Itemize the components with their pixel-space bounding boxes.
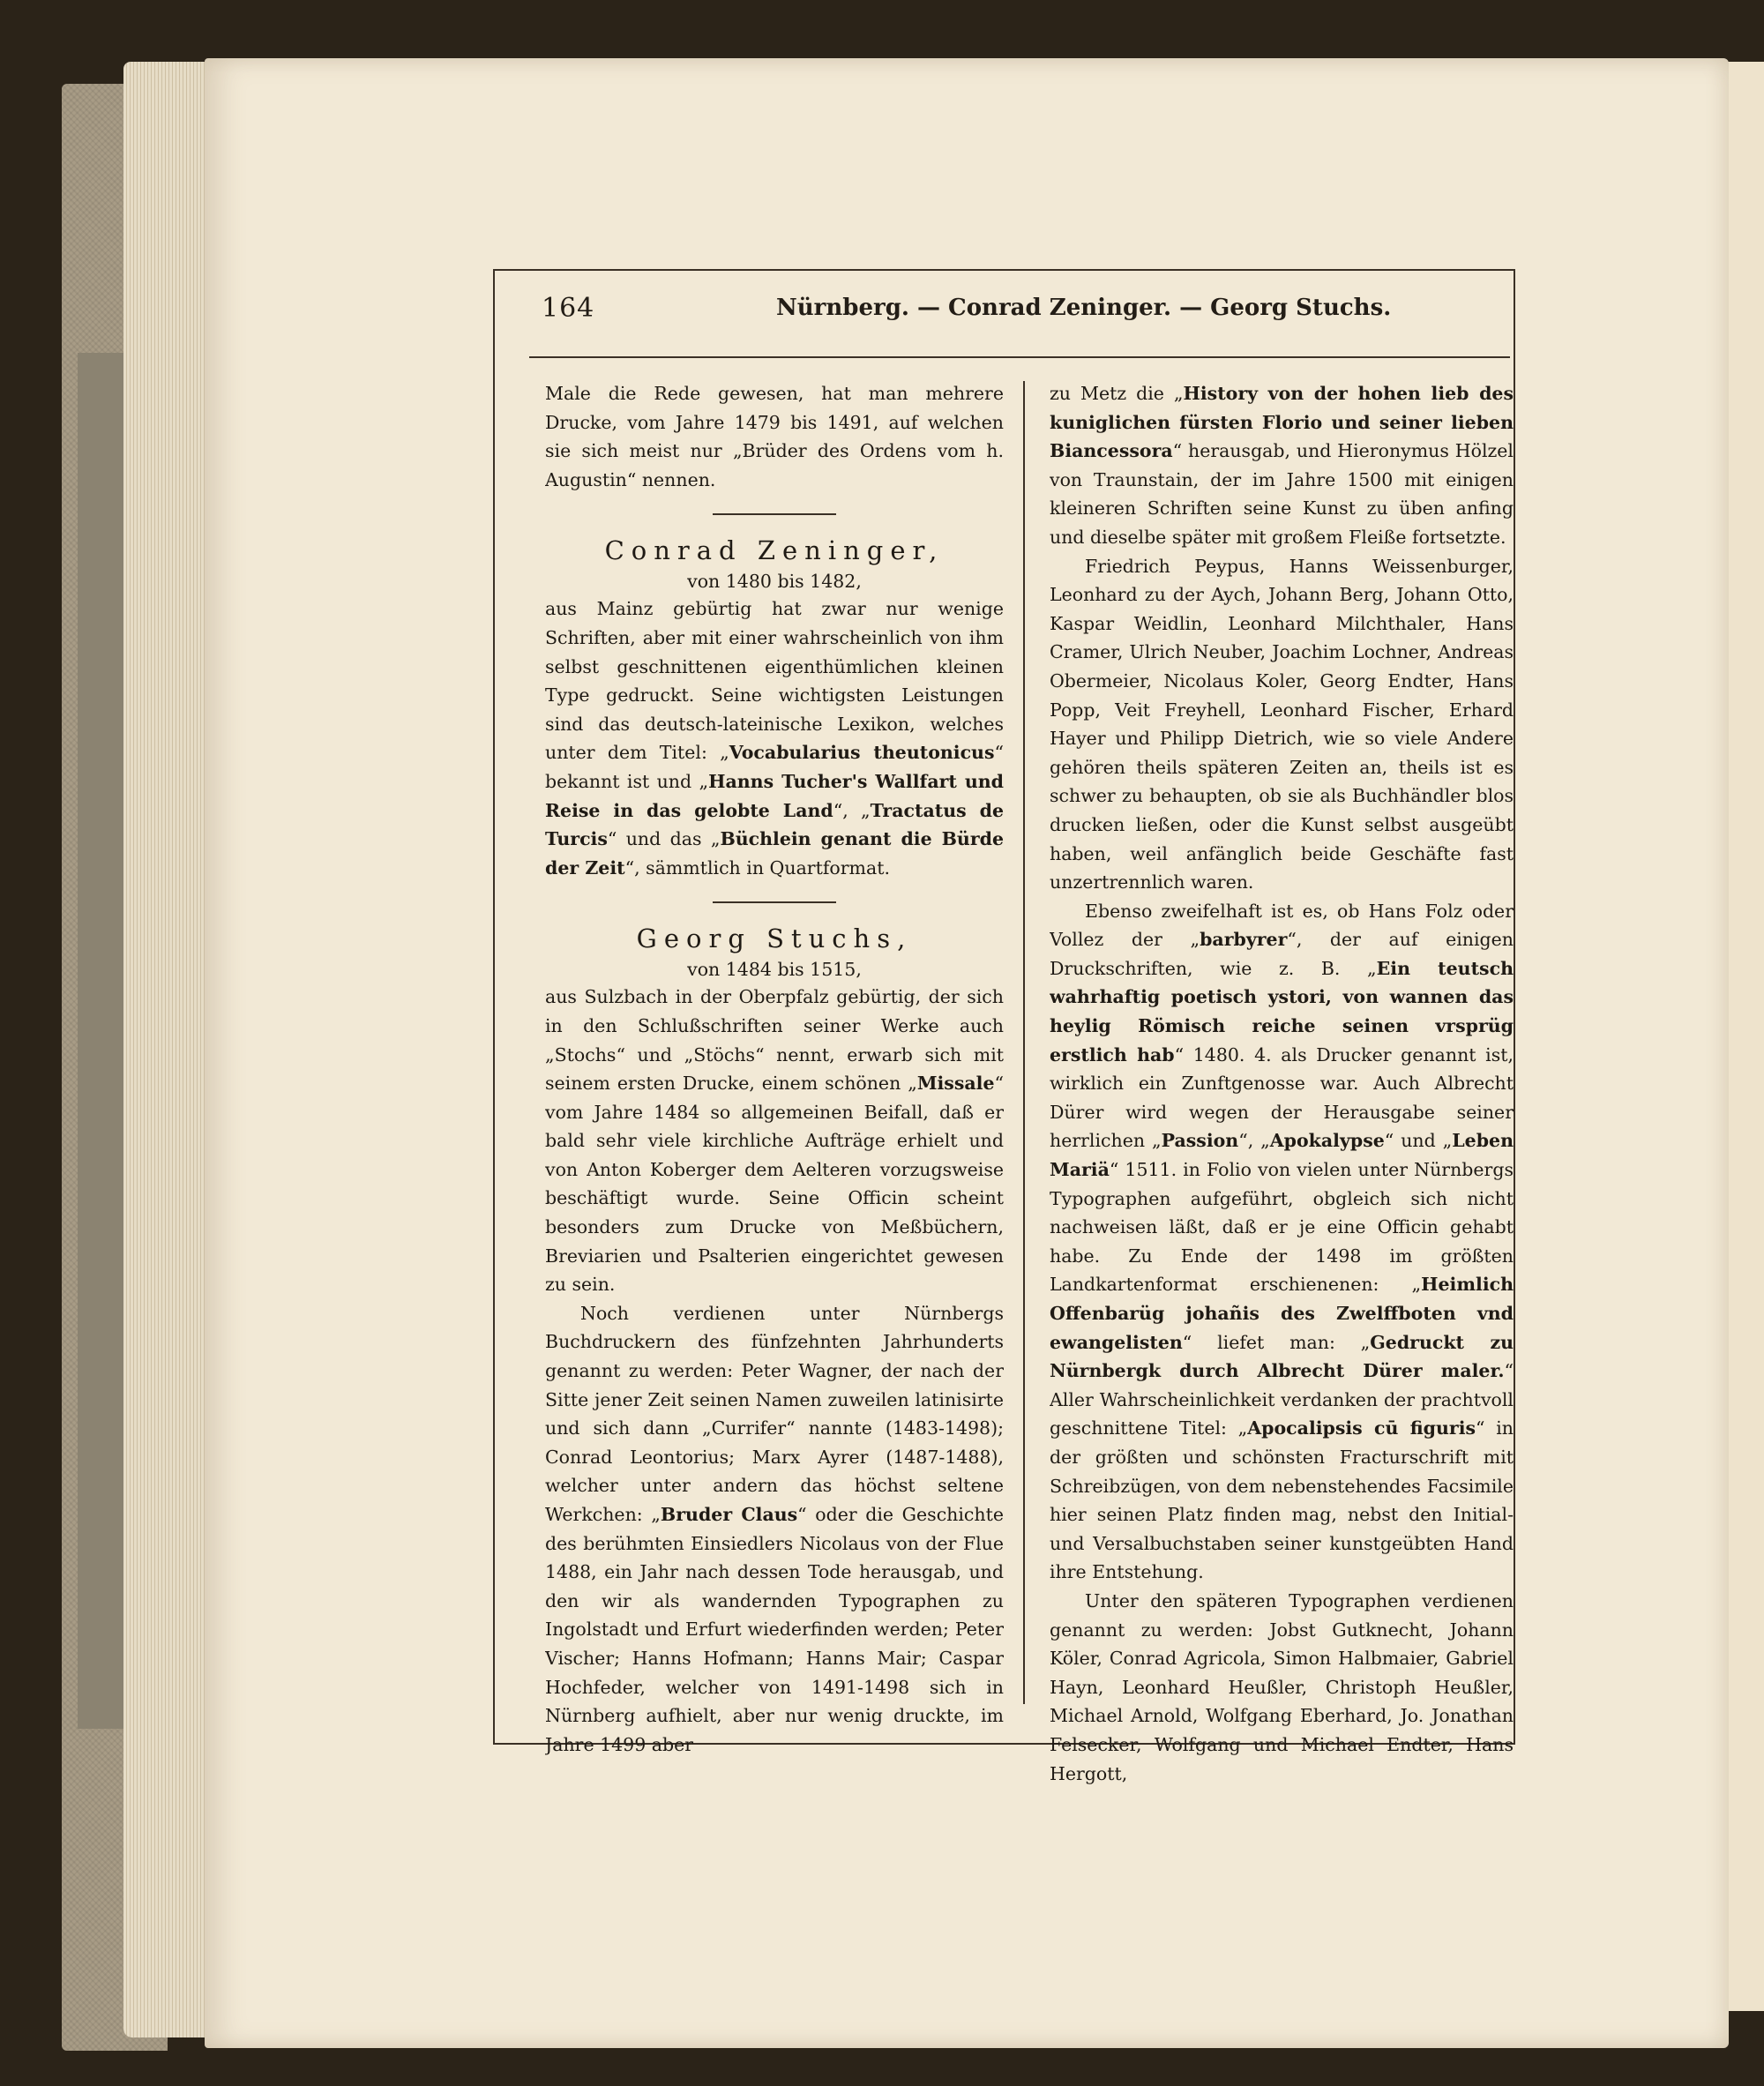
page-number: 164 (542, 293, 595, 324)
title-teutsch-ystori: Ein teutsch wahrhaftig poetisch ystori, von wannen das heylig Römisch reiche seinen vrsprüg erstlich hab (1050, 957, 1514, 1065)
stuchs-heading: Georg Stuchs, (636, 923, 913, 954)
zeninger-heading: Conrad Zeninger, (604, 535, 945, 566)
running-head: Nürnberg. — Conrad Zeninger. — Georg Stuchs. (776, 295, 1392, 321)
right-column (1050, 379, 1514, 1788)
typographen-paragraph: Unter den späteren Typographen verdienen genannt zu werden: Jobst Gutknecht, Johann Köler, Conrad Agricola, Simon Halbmaier, Gabriel Hayn, Leonhard Heußler, Christoph Heußler, Michael Arnold, Wolfgang Eberhard, Jo. Jonathan Felsecker, Wolfgang und Michael Endter, Hans Hergott, (1050, 1589, 1514, 1784)
column-rule (1023, 381, 1025, 1704)
title-vocabularius: Vocabularius theutonicus (729, 742, 995, 764)
stuchs-dates: von 1484 bis 1515, (687, 959, 862, 981)
next-page-edge (1724, 62, 1764, 2011)
title-gedruckt-nuernbergk: Gedruckt zu Nürnbergk durch Albrecht Dürer maler. (1050, 1331, 1514, 1382)
title-passion: Passion (1161, 1130, 1239, 1152)
title-bruder-claus: Bruder Claus (660, 1504, 798, 1525)
header-rule (529, 356, 1510, 358)
title-barbyrer: barbyrer (1200, 929, 1288, 951)
title-heimlich-offenbarung: Heimlich Offenbarüg johañis des Zwelffboten vnd ewangelisten (1050, 1274, 1514, 1353)
intro-paragraph: Male die Rede gewesen, hat man mehrere Drucke, vom Jahre 1479 bis 1491, auf welchen sie sich meist nur „Brüder des Ordens vom h. Augustin“ nennen. (545, 383, 1004, 490)
section-separator (713, 901, 836, 903)
title-wallfart: Hanns Tucher's Wallfart und Reise in das gelobte Land (545, 770, 1004, 821)
title-apokalypse: Apokalypse (1269, 1130, 1385, 1152)
folz-paragraph: Ebenso zweifelhaft ist es, ob Hans Folz oder Vollez der „barbyrer“, der auf einigen Druckschriften, wie z. B. „Ein teutsch wahrhaftig poetisch ystori, von wannen das heylig Römisch reiche seinen vrsprüg erstlich hab“ 1480. 4. als Drucker genannt ist, wirklich ein Zunftgenosse war. Auch Albrecht Dürer wird wegen der Herausgabe seiner herrlichen „Passion“, „Apokalypse“ und „Leben Mariä“ 1511. in Folio von vielen unter Nürnbergs Typographen aufgeführt, obgleich sich nicht nachweisen läßt, daß er je eine Officin gehabt habe. Zu Ende der 1498 im größten Landkartenformat erschienenen: „Heimlich Offenbarüg johañis des Zwelffboten vnd ewangelisten“ liefet man: „Gedruckt zu Nürnbergk durch Albrecht Dürer maler.“ Aller Wahrscheinlichkeit verdanken der prachtvoll geschnittene Titel: „Apocalipsis cū figuris“ in der größten und schönsten Fracturschrift mit Schreibzügen, von dem nebenstehendes Facsimile hier seinen Platz finden mag, nebst den Initial- und Versalbuchstaben seiner kunstgeübten Hand ihre Entstehung. (1050, 900, 1514, 1583)
left-column (545, 379, 1004, 1759)
title-tractatus: Tractatus de Turcis (545, 799, 1004, 850)
metz-paragraph: zu Metz die „History von der hohen lieb des kuniglichen fürsten Florio und seiner lieben Biancessora“ herausgab, und Hieronymus Hölzel von Traunstain, der im Jahre 1500 mit einigen kleineren Schriften seine Kunst zu üben anfing und dieselbe später mit großem Fleiße fortsetzte. (1050, 383, 1514, 548)
title-buechlein: Büchlein genant die Bürde der Zeit (545, 828, 1004, 879)
stuchs-paragraph: aus Sulzbach in der Oberpfalz gebürtig, der sich in den Schlußschriften seiner Werke auch „Stochs“ und „Stöchs“ nennt, erwarb sich mit seinem ersten Drucke, einem schönen „Missale“ vom Jahre 1484 so allgemeinen Beifall, daß er bald sehr viele kirchliche Aufträge erhielt und von Anton Koberger dem Aelteren vorzugsweise beschäftigt wurde. Seine Officin scheint besonders zum Drucke von Meßbüchern, Breviarien und Psalterien eingerichtet gewesen zu sein. (545, 986, 1004, 1296)
zeninger-dates: von 1480 bis 1482, (687, 571, 862, 593)
title-florio: History von der hohen lieb des kuniglichen fürsten Florio und seiner lieben Biancessora (1050, 383, 1514, 462)
peypus-paragraph: Friedrich Peypus, Hanns Weissenburger, Leonhard zu der Aych, Johann Berg, Johann Otto, Kaspar Weidlin, Leonhard Milchthaler, Hans Cramer, Ulrich Neuber, Joachim Lochner, Andreas Obermeier, Nicolaus Koler, Georg Endter, Hans Popp, Veit Freyhell, Leonhard Fischer, Erhard Hayer und Philipp Dietrich, wie so viele Andere gehören theils späteren Zeiten an, theils ist es schwer zu behaupten, ob sie als Buchhändler blos drucken ließen, oder die Kunst selbst ausgeübt haben, weil anfänglich beide Geschäfte fast unzertrennlich waren. (1050, 555, 1514, 893)
section-separator (713, 513, 836, 515)
title-apocalipsis: Apocalipsis cū figuris (1247, 1417, 1476, 1439)
noch-paragraph: Noch verdienen unter Nürnbergs Buchdruckern des fünfzehnten Jahrhunderts genannt zu werden: Peter Wagner, der nach der Sitte jener Zeit seinen Namen zuweilen latinisirte und sich dann „Currifer“ nannte (1483-1498); Conrad Leontorius; Marx Ayrer (1487-1488), welcher unter andern das höchst seltene Werkchen: „Bruder Claus“ oder die Geschichte des berühmten Einsiedlers Nicolaus von der Flue 1488, ein Jahr nach dessen Tode herausgab, und den wir als wandernden Typographen zu Ingolstadt und Erfurt wiederfinden werden; Peter Vischer; Hanns Hofmann; Hanns Mair; Caspar Hochfeder, welcher von 1491-1498 sich in Nürnberg aufhielt, aber nur wenig druckte, im Jahre 1499 aber (545, 1302, 1004, 1755)
zeninger-paragraph: aus Mainz gebürtig hat zwar nur wenige Schriften, aber mit einer wahrscheinlich von ihm selbst geschnittenen eigenthümlichen kleinen Type gedruckt. Seine wichtigsten Leistungen sind das deutsch-lateinische Lexikon, welches unter dem Titel: „Vocabularius theutonicus“ bekannt ist und „Hanns Tucher's Wallfart und Reise in das gelobte Land“, „Tractatus de Turcis“ und das „Büchlein genant die Bürde der Zeit“, sämmtlich in Quartformat. (545, 598, 1004, 879)
title-leben-mariae: Leben Mariä (1050, 1130, 1514, 1181)
title-missale: Missale (916, 1073, 995, 1095)
